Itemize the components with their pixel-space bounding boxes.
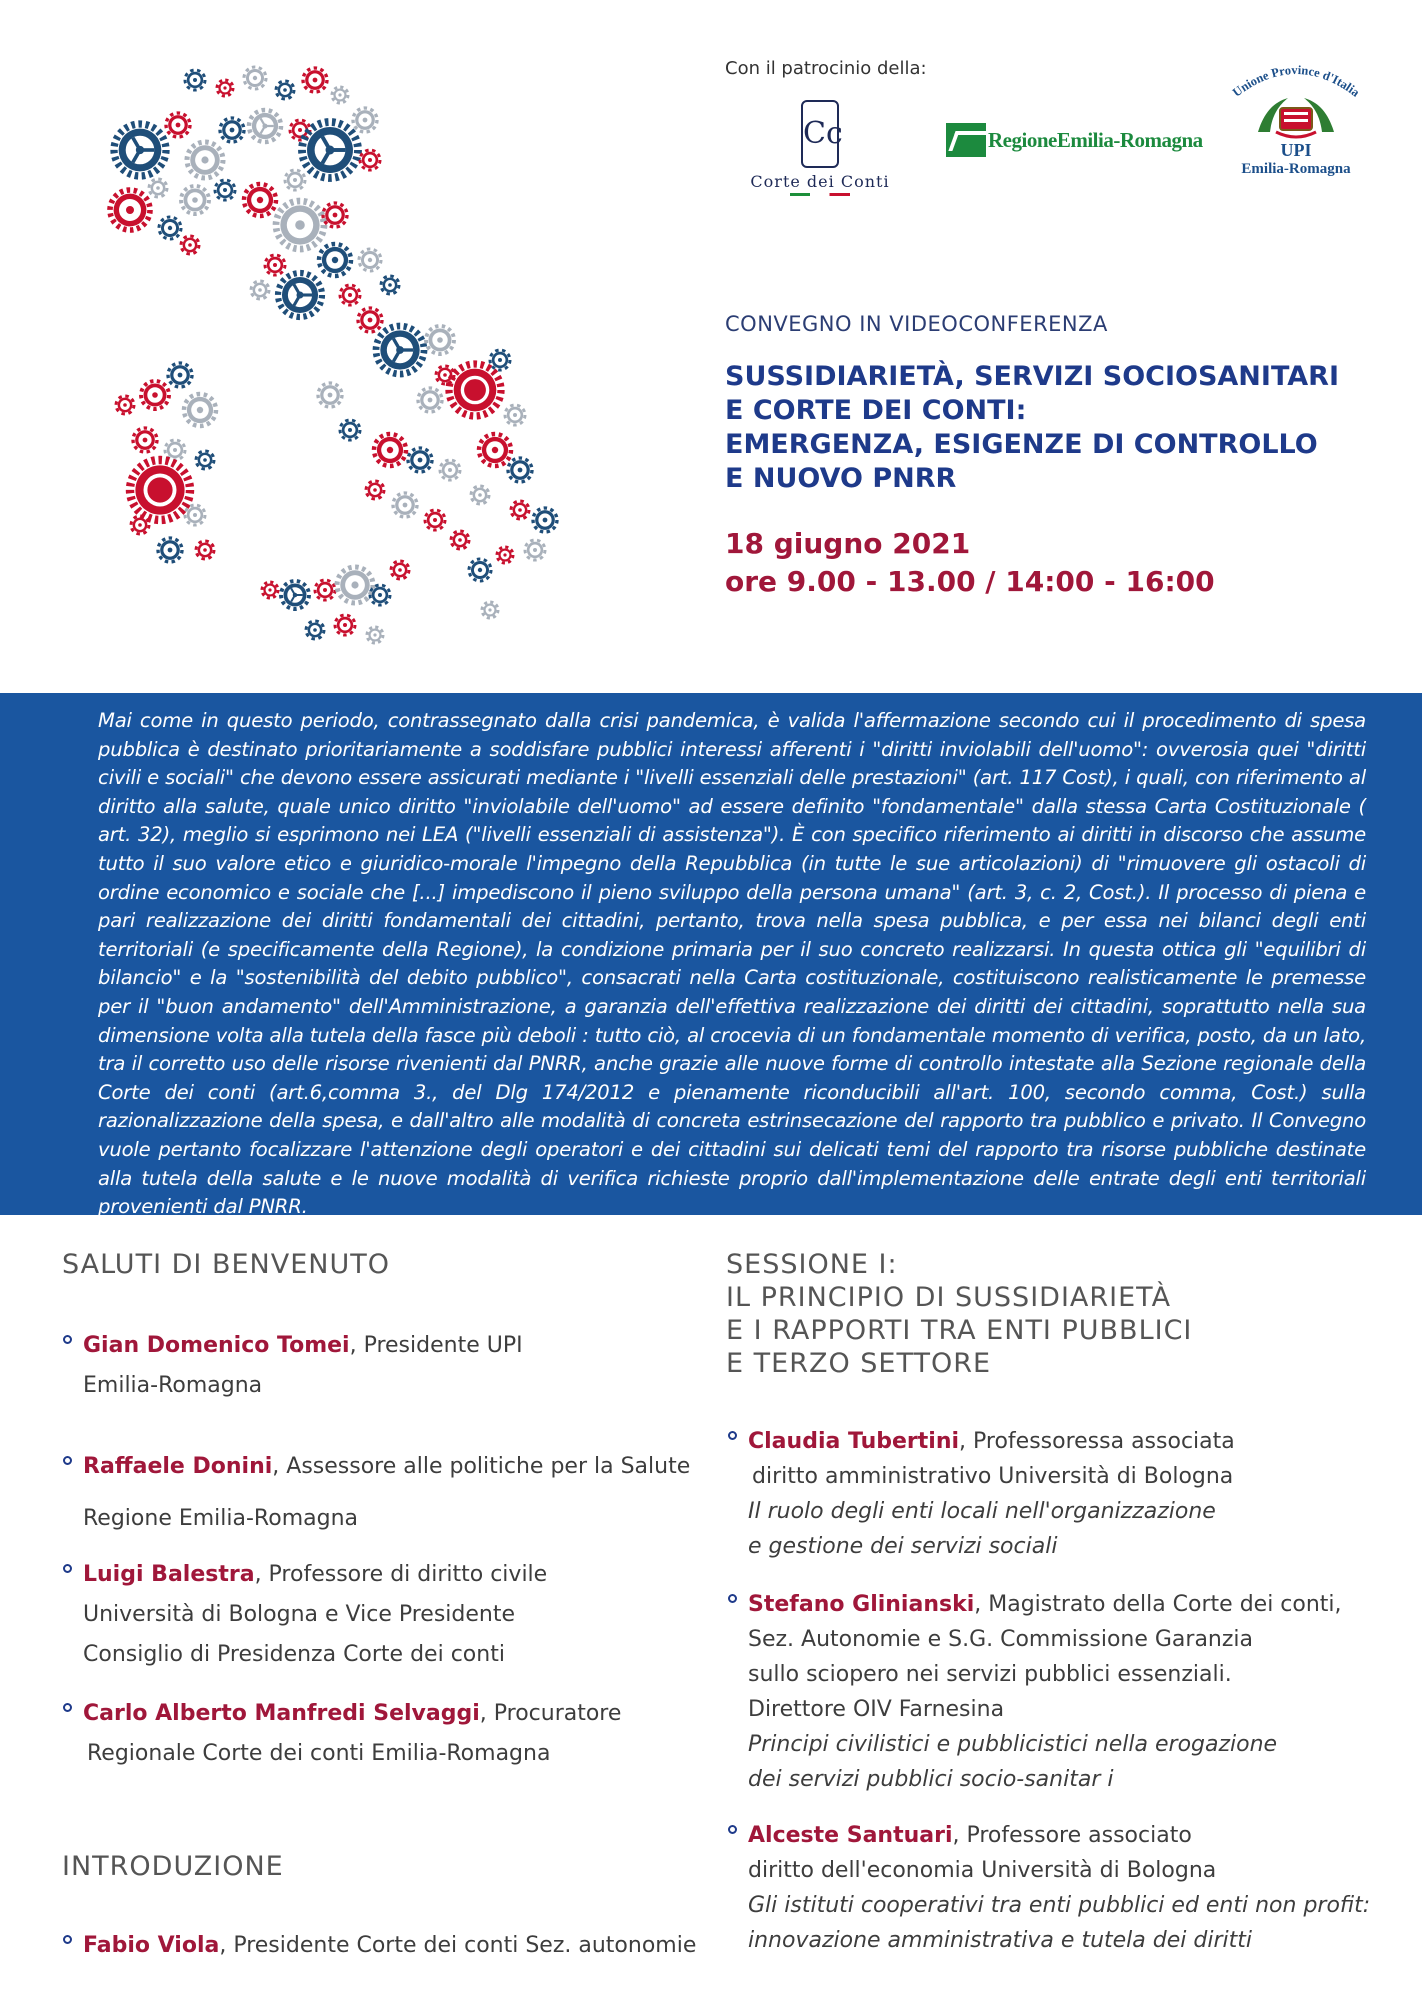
gear-icon — [440, 460, 460, 480]
talk-title: dei servizi pubblici socio-sanitar i — [748, 1767, 1114, 1792]
gear-icon — [276, 81, 294, 99]
gear-icon — [337, 567, 373, 603]
speaker-affiliation: Università di Bologna e Vice Presidente — [83, 1602, 515, 1627]
gear-icon — [525, 540, 545, 560]
gear-icon — [158, 538, 182, 562]
gear-icon — [196, 541, 214, 559]
gear-icon — [185, 70, 205, 90]
speaker-name: Claudia Tubertini — [748, 1429, 960, 1454]
gear-icon — [340, 285, 360, 305]
bullet-icon — [63, 1564, 72, 1573]
bullet-icon — [63, 1703, 72, 1712]
talk-title: innovazione amministrativa e tutela dei diritti — [748, 1928, 1252, 1953]
gear-icon — [359, 249, 381, 271]
gear-icon — [367, 627, 383, 643]
gear-icon — [276, 201, 324, 249]
gear-icon — [408, 448, 432, 472]
gear-icon — [471, 486, 489, 504]
gear-icon — [217, 80, 233, 96]
speaker-name: Fabio Viola — [83, 1933, 220, 1958]
speaker-role: , Procuratore — [479, 1701, 622, 1726]
bullet-icon — [63, 1456, 72, 1465]
abstract-text: Mai come in questo periodo, contrassegnato dalla crisi pandemica, è valida l'affermazione secondo cui il procedimento di spesa pubblica è destinato prioritariamente a soddisfare pubblici interessi afferenti i "diritti inviolabili dell'uomo": ovverosia quei "diritti civili e sociali" che devono essere assicurati mediante i "livelli essenziali delle prestazioni" (art. 117 Cost), i quali, con riferimento al diritto alla salute, quale unico diritto "inviolabile dell'uomo" ad essere definito "fondamentale" dalla stessa Carta Costituzionale ( art. 32), meglio si esprimono nei LEA ("livelli essenziali di assistenza"). È con specifico riferimento ai diritti in discorso che assume tutto il suo valore etico e giuridico-morale l'impegno della Repubblica (in tutte le sue articolazioni) di "rimuovere gli ostacoli di ordine economico e sociale che [...] impediscono il pieno sviluppo della persona umana" (art. 3, c. 2, Cost.). Il processo di piena e pari realizzazione dei diritti fondamentali dei cittadini, pertanto, trova nella spesa pubblica, e per essa nei bilanci degli enti territoriali (e specificamente della Regione), la condizione primaria per il suo concreto realizzarsi. In questa ottica gli "equilibri di bilancio" e la "sostenibilità del debito pubblico", consacrati nella Carta costituzionale, costituiscono realisticamente le premesse per il "buon andamento" dell'Amministrazione, a garanzia dell'effettiva realizzazione dei diritti dei cittadini, soprattutto nella sua dimensione volta alla tutela della fasce più deboli : tutto ciò, al crocevia di un fondamentale momento di verifica, posto, da un lato, tra il corretto uso delle risorse rivenienti dal PNRR, anche grazie alle nuove forme di controllo intestate alla Sezione regionale della Corte dei conti (art.6,comma 3., del Dlg 174/2012 e pienamente riconducibili all'art. 100, secondo comma, Cost.) sulla razionalizzazione della spesa, e dall'altro alle modalità di concreta estrinsecazione del rapporto tra pubblico e privato. Il Convegno vuole pertanto focalizzare l'attenzione degli operatori e dei cittadini sui delicati temi del rapporto tra risorse pubbliche destinate alla tutela della salute e le nuove modalità di verifica richieste proprio dall'implementazione delle entrate degli enti territoriali provenienti dal PNRR. — [98, 709, 1366, 1219]
gear-icon — [332, 87, 348, 103]
gear-icon — [166, 113, 190, 137]
event-schedule — [725, 525, 1215, 601]
speaker-entry — [748, 1587, 1342, 1797]
gear-icon — [479, 434, 511, 466]
gear-icon — [306, 621, 324, 639]
gear-icon — [184, 394, 216, 426]
gear-icon — [159, 217, 181, 239]
event-kicker: CONVEGNO IN VIDEOCONFERENZA — [725, 312, 1108, 336]
speaker-role: , Presidente Corte dei conti Sez. autonomie — [219, 1933, 697, 1958]
gear-icon — [505, 405, 525, 425]
regione-emilia-romagna-logo — [946, 122, 1203, 158]
talk-title: Gli istituti cooperativi tra enti pubblici ed enti non profit: — [748, 1893, 1371, 1918]
bullet-icon — [63, 1335, 72, 1344]
gear-icon — [353, 108, 377, 132]
gear-icon — [376, 326, 424, 374]
session1-heading-line: IL PRINCIPIO DI SUSSIDIARIETÀ — [726, 1282, 1172, 1313]
gear-icon — [285, 170, 305, 190]
gear-icon — [426, 326, 454, 354]
speaker-affiliation: diritto dell'economia Università di Bologna — [748, 1858, 1217, 1883]
gear-icon — [196, 451, 214, 469]
gear-icon — [181, 236, 199, 254]
bullet-icon — [728, 1825, 737, 1834]
session1-heading-line: SESSIONE I: — [726, 1249, 898, 1280]
session1-heading-line: E TERZO SETTORE — [726, 1348, 992, 1379]
speaker-entry — [83, 1926, 696, 1966]
gear-icon — [511, 501, 529, 519]
gear-icon — [393, 493, 417, 517]
speaker-name: Alceste Santuari — [748, 1823, 953, 1848]
upi-acronym: UPI — [1280, 140, 1312, 160]
gear-icon — [497, 547, 513, 563]
gear-icon — [508, 458, 532, 482]
gear-icon — [116, 396, 134, 414]
title-line: EMERGENZA, ESIGENZE DI CONTROLLO — [725, 429, 1318, 460]
upi-arc-text: Unione Province d'Italia — [1230, 62, 1362, 98]
gear-icon — [168, 363, 192, 387]
gear-icon — [335, 615, 355, 635]
gear-icon — [318, 383, 342, 407]
speaker-affiliation: Sez. Autonomie e S.G. Commissione Garanzia — [748, 1627, 1254, 1652]
speaker-name: Stefano Glinianski — [748, 1592, 975, 1617]
title-line: E NUOVO PNRR — [725, 463, 957, 494]
gear-icon — [149, 179, 167, 197]
regione-name: RegioneEmilia-Romagna — [988, 127, 1203, 152]
talk-title: Principi civilistici e pubblicistici nella erogazione — [748, 1732, 1278, 1757]
regione-mark-icon — [946, 123, 986, 157]
gear-icon — [114, 124, 166, 176]
gear-icon — [131, 516, 149, 534]
gear-icon — [251, 281, 269, 299]
talk-title: Il ruolo degli enti locali nell'organizzazione — [748, 1499, 1216, 1524]
gear-icon — [360, 150, 380, 170]
speaker-role: , Professore associato — [952, 1823, 1192, 1848]
speaker-affiliation: Regionale Corte dei conti Emilia-Romagna — [87, 1741, 551, 1766]
patronage-label: Con il patrocinio della: — [725, 58, 927, 79]
speaker-name: Gian Domenico Tomei — [83, 1333, 350, 1358]
upi-region: Emilia-Romagna — [1241, 161, 1351, 177]
welcome-heading: SALUTI DI BENVENUTO — [62, 1249, 390, 1280]
upi-logo — [1230, 58, 1362, 183]
gear-icon — [133, 428, 157, 452]
gear-icon — [469, 559, 491, 581]
speaker-role: , Professore di diritto civile — [254, 1562, 548, 1587]
upi-emblem-icon — [1254, 92, 1338, 140]
gear-icon — [315, 580, 335, 600]
session1-heading — [726, 1248, 1192, 1380]
gear-icon — [323, 203, 347, 227]
session1-heading-line: E I RAPPORTI TRA ENTI PUBBLICI — [726, 1315, 1193, 1346]
corte-dei-conti-monogram: Cc — [801, 100, 839, 168]
gear-icon — [425, 510, 445, 530]
gear-icon — [265, 255, 285, 275]
gear-icon — [533, 508, 557, 532]
gear-icon — [391, 561, 409, 579]
gear-icon — [482, 602, 498, 618]
gear-icon — [366, 481, 384, 499]
speaker-affiliation: Consiglio di Presidenza Corte dei conti — [83, 1642, 505, 1667]
gear-icon — [418, 388, 442, 412]
speaker-entry — [748, 1424, 1235, 1564]
gear-icon — [319, 244, 351, 276]
gear-icon — [141, 381, 169, 409]
event-time: ore 9.00 - 13.00 / 14:00 - 16:00 — [725, 565, 1215, 598]
gear-icon — [278, 273, 322, 317]
speaker-affiliation: Emilia-Romagna — [83, 1373, 263, 1398]
corte-dei-conti-name: Corte dei Conti — [750, 172, 890, 191]
speaker-entry — [83, 1441, 690, 1545]
italy-gears-illustration — [100, 50, 620, 650]
gear-icon — [262, 582, 278, 598]
intro-heading: INTRODUZIONE — [62, 1851, 284, 1882]
speaker-name: Carlo Alberto Manfredi Selvaggi — [83, 1701, 480, 1726]
gear-icon — [281, 581, 309, 609]
gear-icon — [244, 67, 266, 89]
speaker-entry — [748, 1818, 1370, 1958]
speaker-affiliation: sullo sciopero nei servizi pubblici essenziali. — [748, 1662, 1232, 1687]
gear-icon — [249, 110, 281, 142]
gear-icon — [340, 420, 360, 440]
gear-icon — [215, 180, 235, 200]
speaker-role: , Magistrato della Corte dei conti, — [974, 1592, 1342, 1617]
bullet-icon — [728, 1431, 737, 1440]
speaker-entry — [83, 1694, 621, 1774]
gear-icon — [220, 118, 244, 142]
gear-icon — [187, 142, 223, 178]
speaker-role: , Assessore alle politiche per la Salute — [272, 1454, 691, 1479]
speaker-role: , Presidente UPI — [349, 1333, 523, 1358]
title-line: SUSSIDIARIETÀ, SERVIZI SOCIOSANITARI — [725, 361, 1339, 392]
speaker-role: , Professoressa associata — [959, 1429, 1235, 1454]
gear-icon — [490, 350, 510, 370]
gear-icon — [449, 364, 501, 416]
event-title — [725, 360, 1385, 496]
gear-icon — [130, 460, 190, 520]
gear-icon — [303, 68, 327, 92]
gear-icon — [381, 276, 399, 294]
corte-dei-conti-logo — [730, 100, 910, 200]
talk-title: e gestione dei servizi sociali — [748, 1534, 1058, 1559]
abstract-band — [0, 693, 1422, 1219]
gear-icon — [244, 184, 276, 216]
bullet-icon — [63, 1935, 72, 1944]
bullet-icon — [728, 1594, 737, 1603]
gear-icon — [110, 190, 150, 230]
gear-icon — [451, 531, 469, 549]
speaker-affiliation: diritto amministrativo Università di Bologna — [752, 1464, 1234, 1489]
speaker-affiliation: Direttore OIV Farnesina — [748, 1697, 1005, 1722]
gear-icon — [358, 308, 382, 332]
gear-icon — [181, 186, 209, 214]
event-date: 18 giugno 2021 — [725, 527, 971, 560]
speaker-affiliation: Regione Emilia-Romagna — [83, 1506, 358, 1531]
speaker-name: Luigi Balestra — [83, 1562, 255, 1587]
speaker-entry — [83, 1555, 547, 1675]
italian-flag-stripe — [790, 193, 850, 196]
gear-icon — [374, 434, 406, 466]
title-line: E CORTE DEI CONTI: — [725, 395, 1027, 426]
speaker-name: Raffaele Donini — [83, 1454, 273, 1479]
speaker-entry — [83, 1326, 523, 1406]
